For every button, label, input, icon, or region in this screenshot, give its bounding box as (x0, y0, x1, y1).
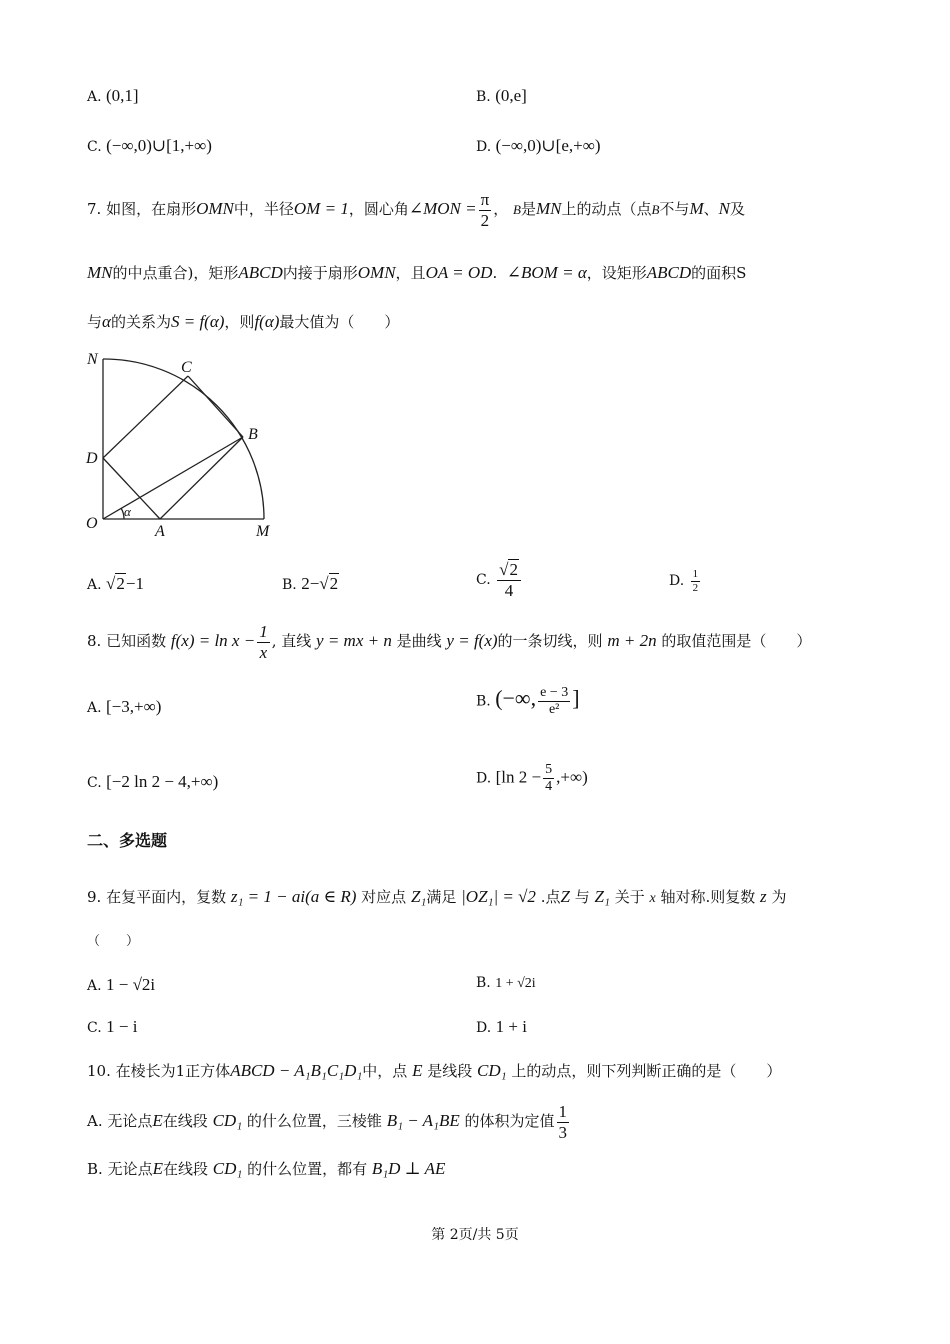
text: 不与 (659, 200, 690, 219)
text: 已知函数 (106, 632, 167, 651)
text: 的一条切线，则 (497, 632, 603, 651)
option-label: A. (87, 700, 102, 716)
option-label: B. (476, 693, 491, 710)
section-title: 二、多选题 (87, 831, 168, 850)
math: MN (535, 199, 562, 219)
text: 的体积为定值 (464, 1112, 555, 1131)
text: 在复平面内，复数 (106, 888, 227, 906)
text: ，圆心角 (348, 200, 409, 219)
side-dc (103, 376, 188, 458)
label-a: A (155, 523, 165, 540)
option-expr: 1 + i (495, 1017, 527, 1036)
text: , 直线 (271, 632, 312, 651)
text: 在线段 (162, 1112, 208, 1131)
question-number: 7. (87, 200, 102, 219)
pi-over-2 (479, 190, 492, 230)
label-n: N (87, 351, 98, 368)
text: .点 (540, 888, 561, 906)
text: 的中点重合)，矩形 (112, 264, 239, 282)
math: ABCD − A₁B₁C₁D₁ (230, 1061, 363, 1080)
math: Z₁ (594, 887, 610, 906)
q7-option-a: A. √2−1 (87, 574, 144, 593)
option-expr: (0,e] (495, 86, 527, 105)
math: MN (87, 263, 113, 282)
option-label: D. (476, 139, 492, 155)
q9-option-a (87, 975, 155, 995)
text: ，则 (224, 313, 255, 331)
math: B (512, 202, 521, 218)
text: 最大值为（ ） (279, 313, 400, 331)
text: 关于 (614, 888, 645, 906)
q8-option-c (87, 772, 218, 792)
math: OM = 1 (293, 199, 349, 219)
pre: 2− (301, 574, 320, 593)
q9-option-b (476, 975, 536, 992)
q7-line-3 (87, 311, 399, 332)
math: ABCD (646, 263, 692, 282)
fraction (543, 762, 554, 795)
math: B (651, 202, 660, 218)
num: 1 (692, 568, 699, 580)
math: ∠MON = (408, 199, 477, 219)
text: 的什么位置，三棱锥 (246, 1112, 382, 1131)
option-label: C. (476, 572, 491, 589)
math: S = f(α) (170, 312, 225, 331)
fraction (538, 685, 570, 718)
option-label: D. (669, 573, 685, 590)
math: M (689, 199, 704, 219)
option-label: C. (87, 139, 102, 155)
side-cb (188, 376, 243, 437)
q9-option-c (87, 1017, 137, 1037)
den: 4 (504, 580, 514, 600)
text: . (492, 264, 498, 282)
text: 是线段 (427, 1062, 473, 1080)
q10-option-b (87, 1158, 445, 1179)
pre: (−∞, (495, 685, 537, 711)
option-label: A. (87, 577, 102, 593)
num: π (480, 190, 490, 209)
radicand: 2 (116, 574, 125, 593)
question-number: 10. (87, 1062, 111, 1080)
text: 无论点 (107, 1112, 153, 1131)
q7-option-b: B. 2−√2 (282, 574, 339, 593)
option-expr: [−3,+∞) (106, 697, 162, 716)
math: CD₁ (212, 1159, 243, 1178)
math: B₁ − A₁BE (386, 1111, 460, 1131)
label-o: O (86, 515, 98, 532)
text: 如图，在扇形 (106, 200, 197, 219)
radicand: 2 (509, 560, 518, 579)
q8-option-d (476, 762, 588, 795)
option-expr: [−2 ln 2 − 4,+∞) (106, 772, 219, 791)
option-label: C. (87, 1020, 102, 1036)
fraction: $\frac{√2}{4}$ (497, 560, 521, 600)
math: y = mx + n (316, 631, 392, 651)
q6-option-a (87, 86, 139, 106)
text: 在棱长为1正方体 (115, 1062, 231, 1080)
num: e − 3 (538, 685, 570, 702)
q7-line-1 (87, 190, 745, 230)
math: CD₁ (477, 1061, 507, 1080)
question-number: 9. (87, 888, 102, 906)
q7-option-d (669, 568, 702, 594)
math: |OZ₁| = √2 (461, 887, 536, 906)
math: α (102, 312, 111, 331)
text: 及 (729, 200, 745, 219)
fraction (691, 568, 701, 594)
option-expr: 1 − i (106, 1017, 138, 1036)
math: B₁D ⊥ AE (371, 1159, 446, 1178)
option-label: D. (476, 770, 492, 787)
option-label: B. (476, 89, 491, 105)
fraction (557, 1102, 570, 1142)
q8-stem (87, 622, 811, 662)
text: 为 (771, 888, 787, 906)
text: ，且 (395, 264, 426, 282)
math: E (412, 1061, 423, 1080)
q10-option-a (87, 1102, 571, 1142)
math: x (649, 891, 656, 906)
den: x (259, 642, 268, 662)
num: 1 (558, 1102, 568, 1121)
math: OMN (357, 263, 396, 282)
text: 无论点 (107, 1160, 153, 1178)
side-ad (103, 458, 160, 519)
text: 在线段 (162, 1160, 208, 1178)
num: 1 (259, 622, 268, 641)
q8-option-b (476, 685, 580, 718)
math: y = f(x) (446, 631, 498, 651)
label-b: B (248, 426, 258, 443)
q9-answer-paren: （ ） (87, 934, 140, 949)
option-label: B. (282, 577, 297, 593)
q6-option-d (476, 136, 601, 156)
text: 的什么位置，都有 (247, 1160, 368, 1178)
text: 上的动点，则下列判断正确的是（ ） (511, 1062, 782, 1080)
q9-option-d (476, 1017, 527, 1037)
text: 的面积S (691, 264, 747, 282)
radicand: 2 (329, 574, 339, 593)
option-expr: (0,1] (106, 86, 139, 105)
num: 5 (543, 762, 554, 779)
post: ,+∞) (556, 767, 588, 787)
text: 中，半径 (233, 200, 294, 219)
text: 的关系为 (110, 313, 171, 331)
math: OMN (196, 199, 234, 219)
math: m + 2n (607, 631, 657, 651)
math: Z (560, 887, 570, 906)
den: 2 (480, 210, 490, 230)
text: 内接于扇形 (282, 264, 358, 282)
math: z₁ = 1 − ai(a ∈ R) (230, 887, 357, 906)
text: 轴对称.则复数 (660, 888, 756, 906)
option-label: A. (87, 89, 102, 105)
math: f(α) (254, 312, 280, 331)
fraction (257, 622, 270, 662)
q7-option-c (476, 560, 523, 600)
math: Z₁ (410, 887, 427, 906)
text: ，设矩形 (586, 264, 647, 282)
arc-mn (536, 199, 562, 219)
label-alpha: α (124, 504, 131, 519)
text: 的取值范围是（ ） (661, 632, 812, 651)
text: 与 (87, 313, 103, 331)
label-c: C (181, 359, 192, 376)
q7-line-2 (87, 262, 746, 283)
pre: [ln 2 − (495, 767, 542, 787)
sector-figure (84, 348, 294, 548)
den: 2 (692, 581, 699, 594)
den: 4 (545, 779, 553, 795)
text: 、 (703, 200, 719, 219)
math: z (760, 887, 767, 906)
q6-option-b (476, 86, 527, 106)
math: CD₁ (212, 1111, 243, 1131)
text: 与 (574, 888, 590, 906)
q8-option-a (87, 697, 161, 717)
option-label: D. (476, 1020, 492, 1036)
post: ] (572, 685, 580, 711)
text: 对应点 (361, 888, 407, 906)
text: ， (493, 200, 509, 219)
den: 3 (558, 1122, 568, 1142)
text: 是曲线 (396, 632, 442, 651)
math: f(x) = ln x − (170, 631, 256, 651)
question-number: 8. (87, 632, 102, 651)
math: E (152, 1111, 163, 1131)
option-label: A. (87, 1112, 103, 1131)
q9-stem (87, 886, 786, 907)
math: OA = OD (425, 263, 493, 282)
option-label: A. (87, 978, 102, 994)
q10-stem (87, 1060, 781, 1081)
option-label: B. (87, 1160, 103, 1178)
math: ∠BOM = α (506, 263, 587, 282)
option-expr: (−∞,0)∪[e,+∞) (495, 136, 601, 155)
option-expr: 1 − √2i (106, 975, 156, 994)
q6-option-c (87, 136, 212, 156)
label-m: M (256, 523, 270, 540)
option-expr: 1 + √2i (495, 976, 536, 991)
label-d: D (86, 450, 98, 467)
text: 中，点 (362, 1062, 408, 1080)
math: N (718, 199, 730, 219)
rest: −1 (125, 574, 144, 593)
den: e² (548, 702, 560, 718)
page-footer: 第 2页/共 5页 (431, 1227, 519, 1243)
option-label: B. (476, 975, 491, 991)
option-label: C. (87, 775, 102, 791)
text: 是 (520, 200, 536, 219)
math: ABCD (238, 263, 283, 282)
text: 上的动点（点 (561, 200, 652, 219)
text: 满足 (426, 888, 457, 906)
math: E (152, 1159, 163, 1178)
option-expr: (−∞,0)∪[1,+∞) (106, 136, 212, 155)
